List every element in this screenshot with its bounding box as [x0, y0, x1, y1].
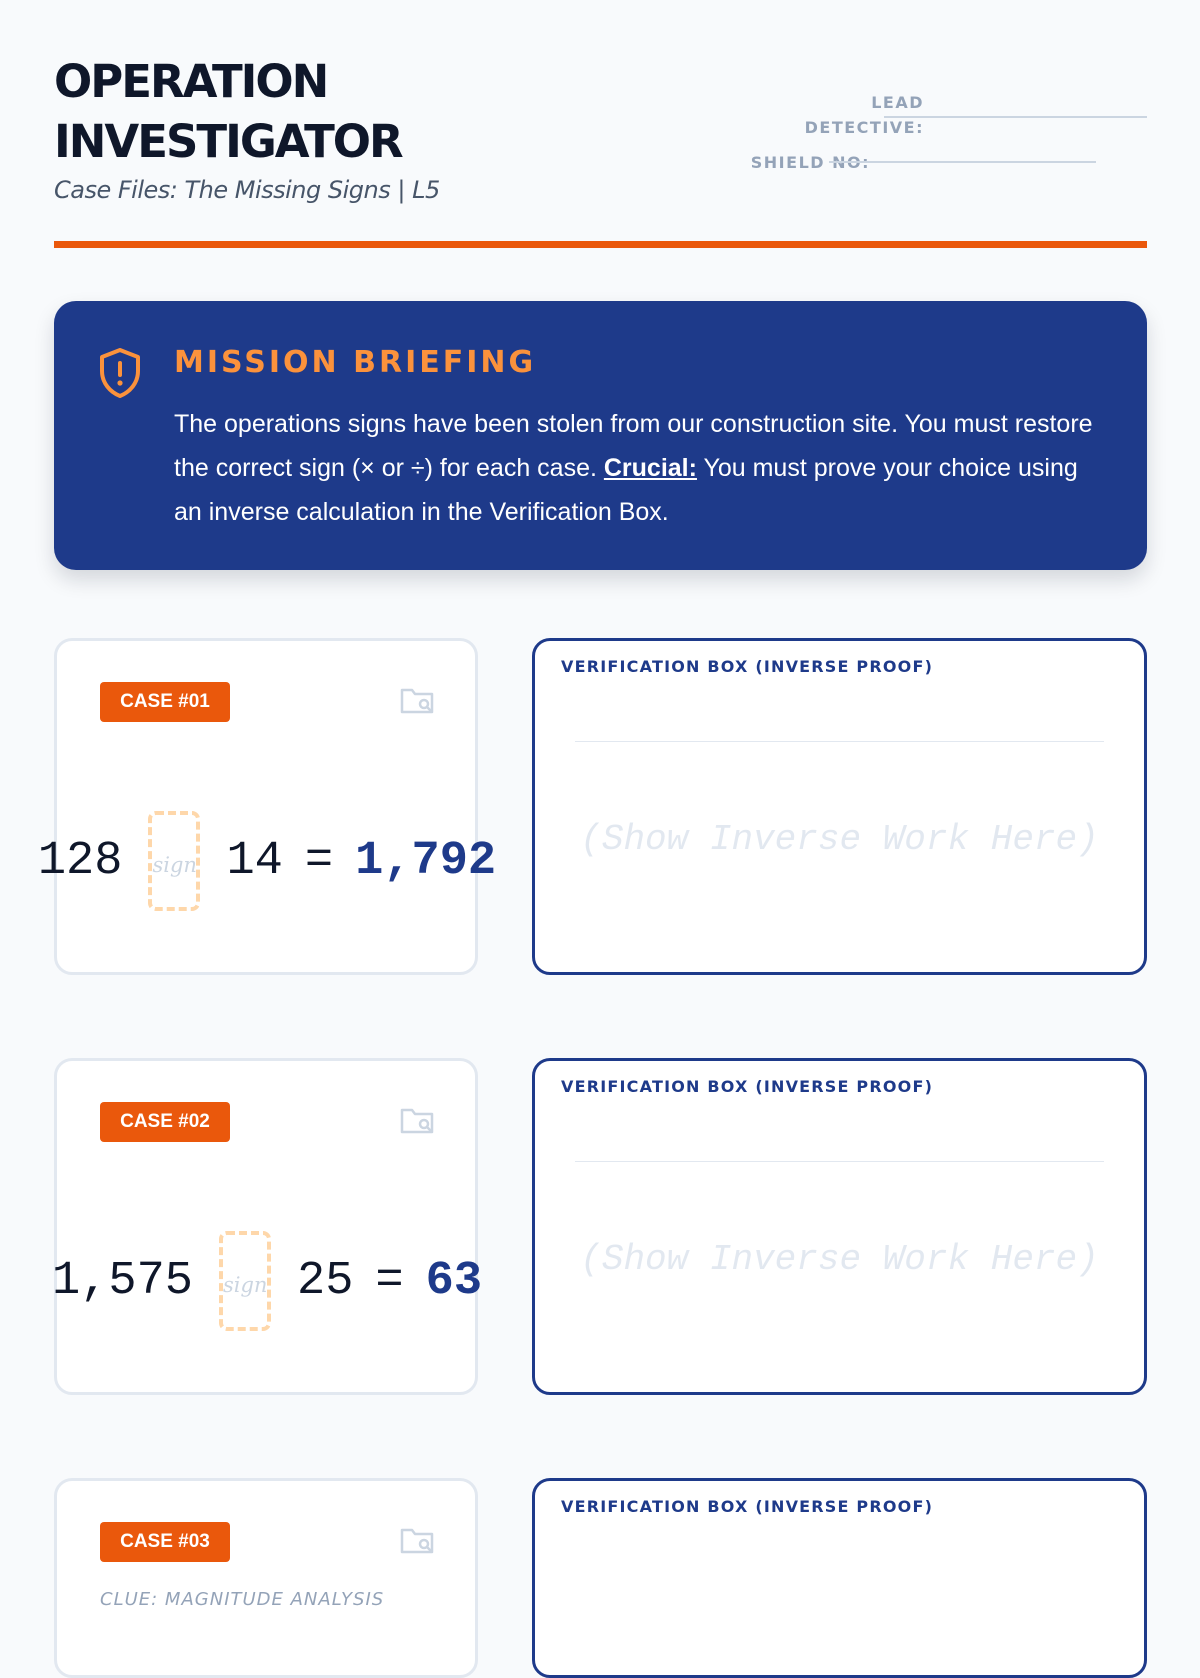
verification-placeholder: (Show Inverse Work Here) — [580, 1239, 1099, 1280]
lead-detective-label-line2: DETECTIVE: — [804, 118, 924, 137]
case-badge: CASE #02 — [100, 1102, 230, 1142]
equation-result: 1,792 — [355, 834, 497, 888]
folder-search-icon — [399, 684, 435, 716]
briefing-text-intro: The operations signs have been stolen from our construction site. You must restore the correct sign (× or ÷) for each case. — [174, 410, 1093, 482]
folder-search-icon — [399, 1104, 435, 1136]
verification-box[interactable] — [532, 1058, 1147, 1395]
equation-left-operand: 1,575 — [51, 1254, 193, 1308]
shield-no-input-line[interactable] — [829, 161, 1096, 163]
lead-detective-label-line1: LEAD — [871, 93, 924, 112]
case-clue: CLUE: MAGNITUDE ANALYSIS — [100, 1589, 385, 1610]
verification-box[interactable] — [532, 1478, 1147, 1678]
briefing-title: MISSION BRIEFING — [174, 345, 537, 380]
sign-placeholder: sign — [152, 853, 197, 877]
equation — [17, 1231, 517, 1331]
equation-right-operand: 14 — [226, 834, 283, 888]
sign-placeholder: sign — [222, 1273, 268, 1297]
page-subtitle: Case Files: The Missing Signs | L5 — [54, 176, 440, 204]
verification-box-title: VERIFICATION BOX (INVERSE PROOF) — [561, 657, 934, 676]
lead-detective-input-line[interactable] — [884, 116, 1147, 118]
header — [54, 52, 1147, 242]
verification-box-title: VERIFICATION BOX (INVERSE PROOF) — [561, 1497, 934, 1516]
title-line-1: OPERATION — [54, 55, 328, 108]
briefing-text — [174, 402, 1094, 534]
case-badge: CASE #01 — [100, 682, 230, 722]
missing-sign-box[interactable] — [148, 811, 200, 911]
equals-sign: = — [375, 1254, 404, 1308]
verification-box[interactable] — [532, 638, 1147, 975]
header-divider — [54, 241, 1147, 248]
title-line-2: INVESTIGATOR — [54, 115, 402, 168]
case-badge: CASE #03 — [100, 1522, 230, 1562]
verification-box-title: VERIFICATION BOX (INVERSE PROOF) — [561, 1077, 934, 1096]
equation — [17, 811, 517, 911]
equation-result: 63 — [425, 1254, 483, 1308]
worksheet-page — [37, 0, 1147, 1610]
equation-left-operand: 128 — [37, 834, 123, 888]
page-title — [54, 52, 654, 172]
equation-right-operand: 25 — [296, 1254, 354, 1308]
folder-search-icon — [399, 1524, 435, 1556]
verification-placeholder: (Show Inverse Work Here) — [580, 819, 1099, 860]
lead-detective-label — [674, 90, 924, 140]
mission-briefing-panel — [54, 301, 1147, 570]
shield-alert-icon — [98, 347, 142, 399]
case-card — [54, 1478, 478, 1678]
briefing-crucial: Crucial: — [603, 454, 697, 482]
case-card — [51, 1058, 483, 1395]
equals-sign: = — [304, 834, 334, 888]
shield-no-label: SHIELD NO: — [750, 153, 870, 172]
briefing-text-outro: You must prove your choice using an inverse calculation in the Verification Box. — [174, 454, 1078, 526]
case-card — [37, 638, 497, 975]
verification-divider — [575, 741, 1104, 742]
verification-divider — [575, 1161, 1104, 1162]
missing-sign-box[interactable] — [219, 1231, 271, 1331]
